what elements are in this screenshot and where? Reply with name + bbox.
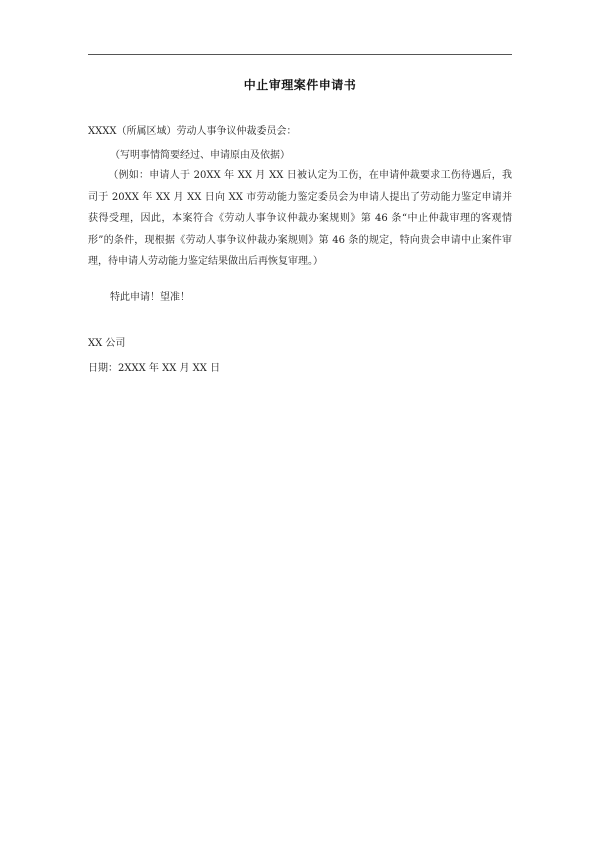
header-rule (88, 54, 512, 55)
instruction-line: （写明事情简要经过、申请原由及依据） (110, 150, 290, 161)
example-paragraph (88, 165, 512, 273)
document-title: 中止审理案件申请书 (243, 78, 357, 92)
addressee-line: XXXX（所属区域）劳动人事争议仲裁委员会： (88, 126, 297, 137)
example-paragraph-text: （例如：申请人于 20XX 年 XX 月 XX 日被认定为工伤，在申请仲裁要求工伤待遇后，我司于 20XX 年 XX 月 XX 日向 XX 市劳动能力鉴定委员会为申请人提出了劳动能力鉴定申请并获得受理，因此，本案符合《劳动人事争议仲裁办案规则》第 46 条“中止仲裁审理的客观情形”的条件，现根据《劳动人事争议仲裁办案规则》第 46 条的规定，特向贵会申请中止案件审理，待申请人劳动能力鉴定结果做出后再恢复审理。） (88, 170, 512, 267)
company-line: XX 公司 (88, 338, 126, 349)
date-line: 日期：2XXX 年 XX 月 XX 日 (88, 363, 221, 374)
closing-line: 特此申请！望准！ (110, 292, 190, 303)
